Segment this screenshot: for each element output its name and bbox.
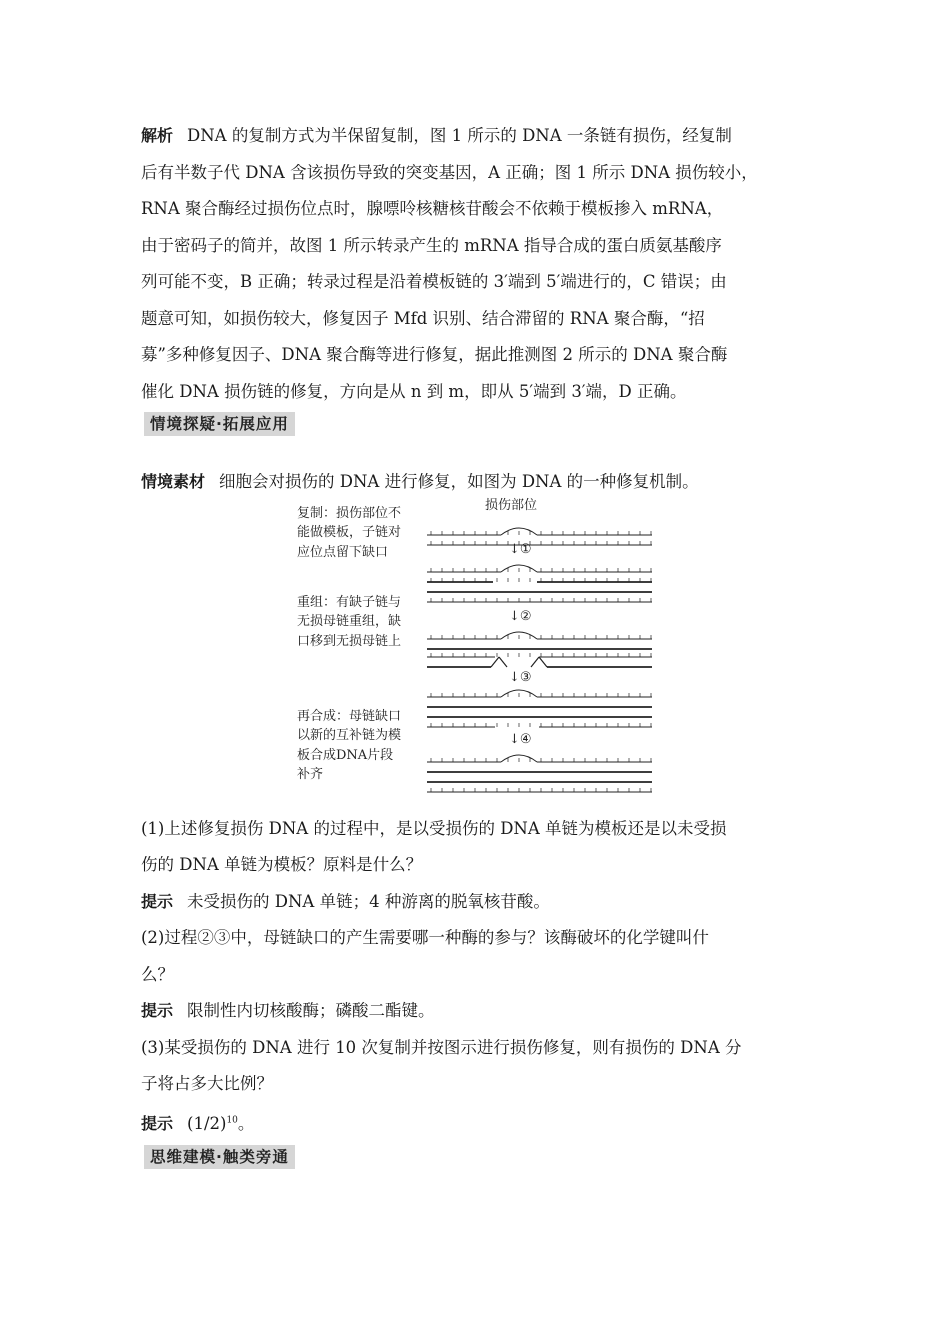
step-marker-2: ↓② xyxy=(509,608,532,624)
material-text: 细胞会对损伤的 DNA 进行修复，如图为 DNA 的一种修复机制。 xyxy=(219,472,699,491)
step-marker-4: ↓④ xyxy=(509,731,532,747)
page-content xyxy=(141,118,821,1169)
section-banner-scenario: 情境探疑·拓展应用 xyxy=(144,412,295,436)
analysis-line: 列可能不变，B 正确；转录过程是沿着模板链的 3′端到 5′端进行的，C 错误；由 xyxy=(141,272,727,291)
dna-strand-segment xyxy=(539,657,547,667)
analysis-paragraph xyxy=(141,118,821,410)
question-1: (1)上述修复损伤 DNA 的过程中，是以受损伤的 DNA 单链为模板还是以未受损 xyxy=(141,818,727,838)
step-marker-1: ↓① xyxy=(509,541,532,557)
analysis-line: 后有半数子代 DNA 含该损伤导致的突变基因，A 正确；图 1 所示 DNA 损伤较小， xyxy=(141,162,758,182)
dna-repair-figure xyxy=(297,497,667,807)
analysis-line: 募”多种修复因子、DNA 聚合酶等进行修复，据此推测图 2 所示的 DNA 聚合酶 xyxy=(141,345,728,364)
hint-label: 提示 xyxy=(141,1001,174,1020)
dna-strand-segment xyxy=(531,657,539,667)
analysis-line: 题意可知，如损伤较大，修复因子 Mfd 识别、结合滞留的 RNA 聚合酶，“招 xyxy=(141,308,705,328)
dna-strand-segment xyxy=(491,657,499,667)
answer-3: $(1/2)^{10}$。 xyxy=(187,1114,255,1133)
step-marker-3: ↓③ xyxy=(509,669,532,685)
analysis-line: DNA 的复制方式为半保留复制，图 1 所示的 DNA 一条链有损伤，经复制 xyxy=(187,126,732,145)
question-1-cont: 伤的 DNA 单链为模板？原料是什么？ xyxy=(141,855,423,874)
hint-label: 提示 xyxy=(141,1114,174,1133)
section-banner-thinking: 思维建模·触类旁通 xyxy=(144,1145,295,1169)
analysis-line: 催化 DNA 损伤链的修复，方向是从 n 到 m，即从 5′端到 3′端，D 正确。 xyxy=(141,381,687,401)
step2-description: 重组：有缺子链与 无损母链重组，缺 口移到无损母链上 xyxy=(297,594,402,649)
hint-label: 提示 xyxy=(141,891,174,911)
material-label: 情境素材 xyxy=(141,472,206,491)
answer-2: 限制性内切核酸酶；磷酸二酯键。 xyxy=(187,1001,435,1020)
step3-description: 再合成：母链缺口 以新的互补链为模 板合成DNA片段 补齐 xyxy=(297,708,402,782)
damage-site-label: 损伤部位 xyxy=(485,497,538,513)
dna-strand-segment xyxy=(499,657,507,667)
question-2: (2)过程②③中，母链缺口的产生需要哪一种酶的参与？该酶破坏的化学键叫什 xyxy=(141,928,709,947)
analysis-line: 由于密码子的简并，故图 1 所示转录产生的 mRNA 指导合成的蛋白质氨基酸序 xyxy=(141,235,722,255)
step1-description: 复制：损伤部位不 能做模板，子链对 应位点留下缺口 xyxy=(297,505,402,560)
question-3: (3)某受损伤的 DNA 进行 10 次复制并按图示进行损伤修复，则有损伤的 DNA 分 xyxy=(141,1037,742,1057)
analysis-label: 解析 xyxy=(141,126,174,145)
question-3-cont: 子将占多大比例？ xyxy=(141,1074,273,1093)
answer-1: 未受损伤的 DNA 单链；4 种游离的脱氧核苷酸。 xyxy=(187,891,550,911)
analysis-line: RNA 聚合酶经过损伤位点时，腺嘌呤核糖核苷酸会不依赖于模板掺入 mRNA， xyxy=(141,199,724,218)
question-2-cont: 么？ xyxy=(141,964,174,984)
